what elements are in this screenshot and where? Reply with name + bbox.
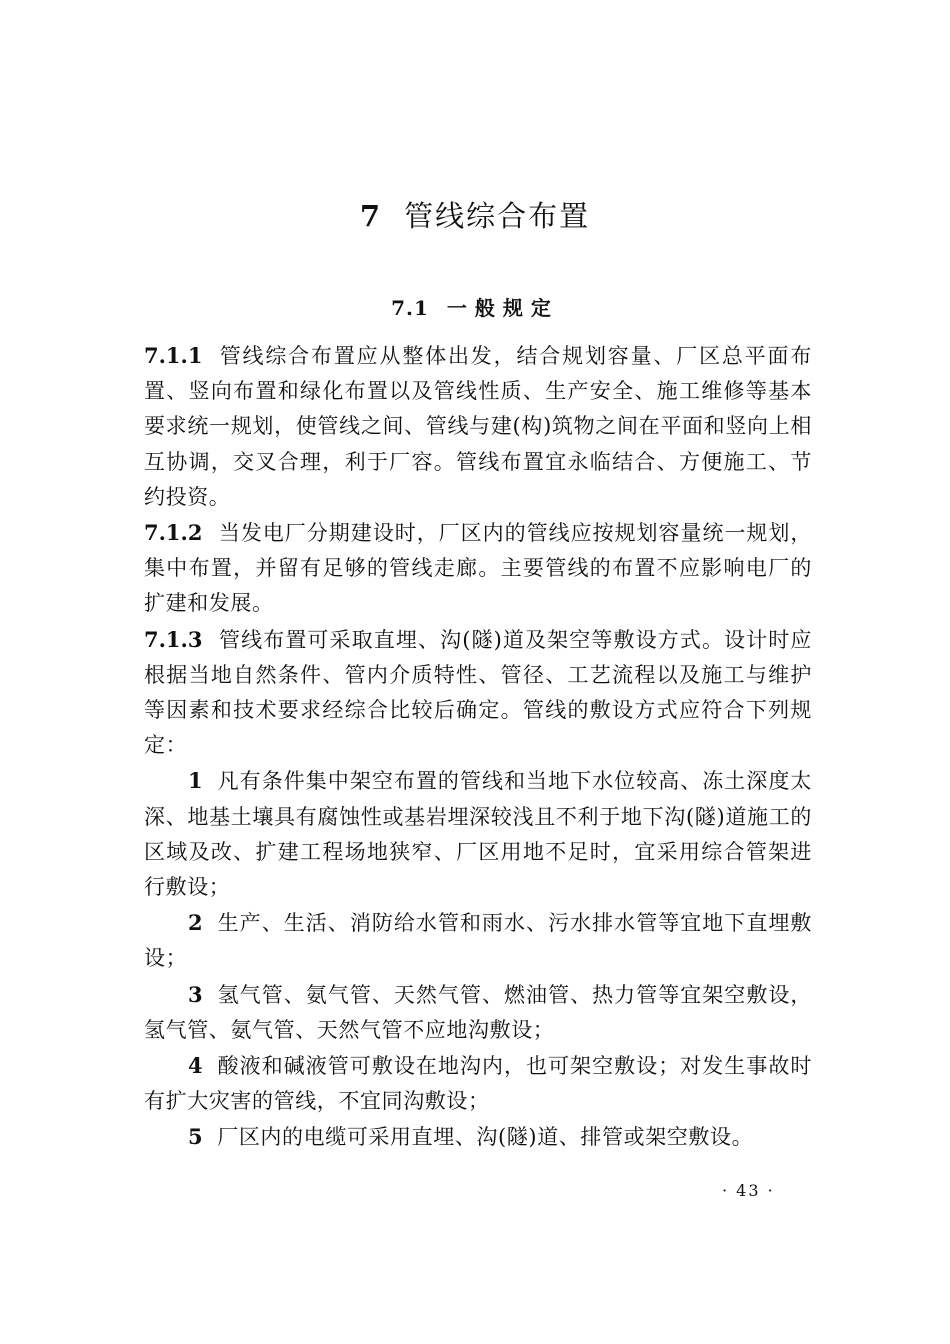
chapter-heading	[0, 194, 950, 235]
clause-text: 当发电厂分期建设时，厂区内的管线应按规划容量统一规划，集中布置，并留有足够的管线走廊。主要管线的布置不应影响电厂的扩建和发展。	[144, 521, 812, 616]
item-text: 厂区内的电缆可采用直埋、沟(隧)道、排管或架空敷设。	[217, 1125, 754, 1150]
chapter-number: 7	[359, 199, 383, 233]
item-number: 2	[188, 910, 204, 936]
section-title: 一般规定	[446, 296, 559, 320]
section-heading	[0, 292, 950, 321]
item-text: 酸液和碱液管可敷设在地沟内，也可架空敷设；对发生事故时有扩大灾害的管线，不宜同沟敷设；	[144, 1054, 812, 1114]
list-item-4	[144, 1048, 812, 1119]
list-item-3	[144, 977, 812, 1048]
list-item-5	[144, 1119, 812, 1155]
clause-7-1-2	[144, 515, 812, 622]
clause-text: 管线布置可采取直埋、沟(隧)道及架空等敷设方式。设计时应根据当地自然条件、管内介质特性、管径、工艺流程以及施工与维护等因素和技术要求经综合比较后确定。管线的敷设方式应符合下列规定：	[144, 627, 812, 758]
clause-7-1-1	[144, 338, 812, 515]
item-number: 1	[188, 768, 204, 794]
clause-text: 管线综合布置应从整体出发，结合规划容量、厂区总平面布置、竖向布置和绿化布置以及管线性质、生产安全、施工维修等基本要求统一规划，使管线之间、管线与建(构)筑物之间在平面和竖向上相互协调，交叉合理，利于厂容。管线布置宜永临结合、方便施工、节约投资。	[144, 344, 812, 509]
list-item-2	[144, 905, 812, 976]
item-number: 4	[188, 1053, 204, 1079]
chapter-title: 管线综合布置	[404, 199, 591, 233]
clause-7-1-3	[144, 622, 812, 764]
item-number: 3	[188, 981, 204, 1007]
item-text: 生产、生活、消防给水管和雨水、污水排水管等宜地下直埋敷设；	[144, 911, 812, 971]
section-number: 7.1	[391, 296, 429, 320]
body-text	[144, 338, 812, 1156]
item-number: 5	[188, 1124, 204, 1150]
page-number: · 43 ·	[722, 1181, 775, 1200]
clause-number: 7.1.1	[144, 343, 203, 368]
list-item-1	[144, 763, 812, 905]
item-text: 凡有条件集中架空布置的管线和当地下水位较高、冻土深度太深、地基土壤具有腐蚀性或基岩埋深较浅且不利于地下沟(隧)道施工的区域及改、扩建工程场地狭窄、厂区用地不足时，宜采用综合管架进行敷设；	[144, 769, 812, 900]
clause-number: 7.1.3	[144, 626, 203, 652]
clause-number: 7.1.2	[144, 520, 203, 546]
item-text: 氢气管、氨气管、天然气管、燃油管、热力管等宜架空敷设，氢气管、氨气管、天然气管不应地沟敷设；	[144, 982, 812, 1042]
